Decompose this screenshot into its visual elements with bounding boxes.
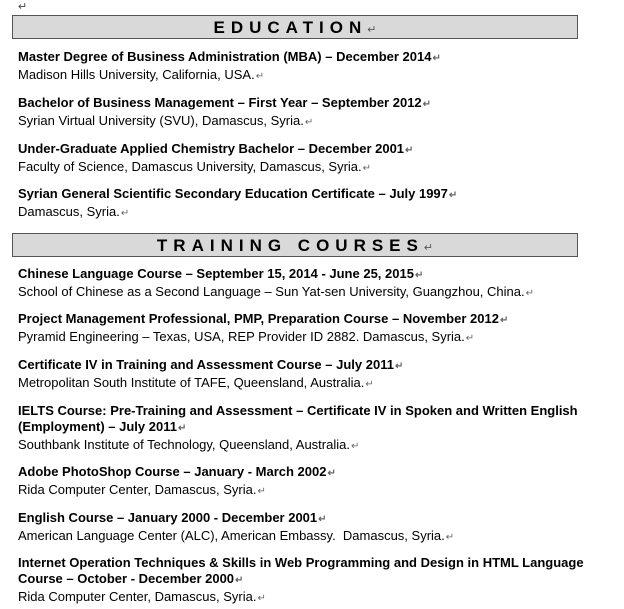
training-entry-title: Adobe PhotoShop Course – January - March 2002↵ <box>18 464 336 479</box>
training-entry-detail: Metropolitan South Institute of TAFE, Queensland, Australia.↵ <box>18 375 374 390</box>
training-heading-text: TRAINING COURSES <box>156 236 424 255</box>
training-entry-title: Internet Operation Techniques & Skills in Web Programming and Design in HTML Language Course – October - December 2000↵ <box>18 555 588 586</box>
education-entry-detail: Damascus, Syria.↵ <box>18 204 130 219</box>
education-entry-title: Master Degree of Business Administration (MBA) – December 2014↵ <box>18 49 441 64</box>
education-heading-text: EDUCATION <box>213 18 368 37</box>
education-entry-title: Syrian General Scientific Secondary Education Certificate – July 1997↵ <box>18 186 458 201</box>
training-entry-title: IELTS Course: Pre-Training and Assessment – Certificate IV in Spoken and Written English (Employment) – July 2011↵ <box>18 403 582 434</box>
training-entry <box>18 510 608 546</box>
training-entry-title: Chinese Language Course – September 15, 2014 - June 25, 2015↵ <box>18 266 424 281</box>
education-entry <box>18 95 608 131</box>
education-entry <box>18 49 608 85</box>
training-heading <box>12 233 578 257</box>
training-entry <box>18 464 608 500</box>
education-entry-detail: Syrian Virtual University (SVU), Damascus, Syria.↵ <box>18 113 314 128</box>
training-entry <box>18 357 608 393</box>
training-entry-detail: Pyramid Engineering – Texas, USA, REP Provider ID 2882. Damascus, Syria.↵ <box>18 329 475 344</box>
training-entry-detail: American Language Center (ALC), American Embassy. Damascus, Syria.↵ <box>18 528 455 543</box>
training-entry-detail: Rida Computer Center, Damascus, Syria.↵ <box>18 589 266 604</box>
training-entry-title: English Course – January 2000 - December 2001↵ <box>18 510 327 525</box>
training-entry <box>18 311 608 347</box>
training-entry-detail: Rida Computer Center, Damascus, Syria.↵ <box>18 482 266 497</box>
training-entry-detail: School of Chinese as a Second Language – Sun Yat-sen University, Guangzhou, China.↵ <box>18 284 534 299</box>
education-entry-title: Bachelor of Business Management – First Year – September 2012↵ <box>18 95 432 110</box>
education-entry-detail: Faculty of Science, Damascus University, Damascus, Syria.↵ <box>18 159 372 174</box>
education-heading <box>12 15 578 39</box>
training-entry <box>18 403 608 455</box>
education-entry-title: Under-Graduate Applied Chemistry Bachelor – December 2001↵ <box>18 141 414 156</box>
education-entry-detail: Madison Hills University, California, USA.↵ <box>18 67 265 82</box>
training-entry <box>18 266 608 302</box>
paragraph-mark: ↵ <box>18 1 28 13</box>
training-entry <box>18 555 608 607</box>
training-entry-title: Certificate IV in Training and Assessment Course – July 2011↵ <box>18 357 404 372</box>
paragraph-mark: ↵ <box>423 242 434 254</box>
education-entry <box>18 141 608 177</box>
training-entry-title: Project Management Professional, PMP, Preparation Course – November 2012↵ <box>18 311 509 326</box>
training-entry-detail: Southbank Institute of Technology, Queensland, Australia.↵ <box>18 437 360 452</box>
paragraph-mark: ↵ <box>367 24 377 36</box>
education-entry <box>18 186 608 222</box>
